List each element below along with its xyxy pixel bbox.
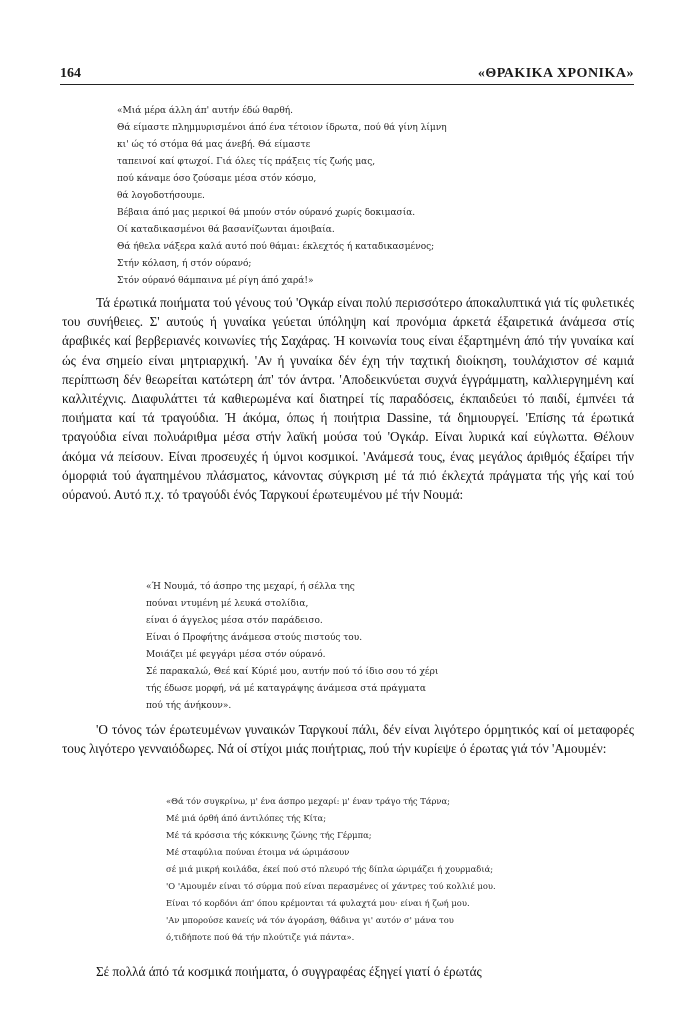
poem-line: ταπεινοί καί φτωχοί. Γιά όλες τίς πράξεις τίς ζωής μας, [117,157,376,167]
page-number: 164 [60,66,81,81]
poem-line: Θά ήθελα νάξερα καλά αυτό πού θάμαι: έκλεχτός ή καταδικασμένος; [117,242,435,252]
poem-line: 'Ο 'Αμουμέν είναι τό σύρμα πού είναι περασμένες οί χάντρες τού κολλιέ μου. [166,881,496,891]
poem-block-1 [117,103,447,290]
poem-line: είναι ό άγγελος μέσα στόν παράδεισο. [146,616,323,626]
poem-line: Βέβαια άπό μας μερικοί θά μπούν στόν ούρανό χωρίς δοκιμασία. [117,208,416,218]
poem-line: Μέ μιά όρθή άπό άντιλόπες τής Κίτα; [166,813,327,823]
poem-line: Στόν ούρανό θάμπαινα μέ ρίγη άπό χαρά!» [117,276,314,286]
poem-line: Σέ παρακαλώ, Θεέ καί Κύριέ μου, αυτήν πού τό ίδιο σου τό χέρι [146,667,439,677]
paragraph-text: Σέ πολλά άπό τά κοσμικά ποιήματα, ό συγγραφέας έξηγεί γιατί ό έρωτάς [96,964,482,979]
running-header [60,66,634,85]
poem-line: πούναι ντυμένη μέ λευκά στολίδια, [146,599,309,609]
paragraph-text: 'Ο τόνος τών έρωτευμένων γυναικών Ταργκουί πάλι, δέν είναι λιγότερο όρμητικός καί οί μεταφορές τους λιγότερο γενναιόδωρες. Νά οί στίχοι μιάς ποιήτριας, πού τήν κυρίεψε ό έρωτας γιά τόν 'Αμουμέν: [62,722,634,757]
poem-block-2 [146,579,438,715]
poem-line: θά λογοδοτήσουμε. [117,191,205,201]
poem-line: κι' ώς τό στόμα θά μας άνεβή. Θά είμαστε [117,140,311,150]
body-paragraph-2 [62,720,634,758]
poem-line: ό,τιδήποτε πού θά τήν πλούτιζε γιά πάντα». [166,932,355,942]
poem-line: πού κάναμε όσο ζούσαμε μέσα στόν κόσμο, [117,174,317,184]
poem-line: Είναι ό Προφήτης άνάμεσα στούς πιστούς του. [146,633,363,643]
poem-line: τής έδωσε μορφή, νά μέ καταγράψης άνάμεσα στά πράγματα [146,684,426,694]
poem-line: πού τής άνήκουν». [146,701,232,711]
poem-line: Μέ τά κρόσσια τής κόκκινης ζώνης τής Γέρμπα; [166,830,372,840]
body-paragraph-3 [62,962,634,981]
poem-line: «Μιά μέρα άλλη άπ' αυτήν έδώ θαρθή. [117,106,293,116]
poem-line: Θά είμαστε πλημμυρισμένοι άπό ένα τέτοιον ίδρωτα, πού θά γίνη λίμνη [117,123,447,133]
poem-line: «Ή Νουμά, τό άσπρο της μεχαρί, ή σέλλα της [146,582,355,592]
poem-line: σέ μιά μικρή κοιλάδα, έκεί πού στό πλευρό τής δίπλα ώριμάζει ή χουρμαδιά; [166,864,494,874]
paragraph-text: Τά έρωτικά ποιήματα τού γένους τού 'Ογκάρ είναι πολύ περισσότερο άποκαλυπτικά γιά τίς φυλετικές του συνήθειες. Σ' αυτούς ή γυναίκα γεύεται ύπόληψη καί προνόμια άρκετά έξαιρετικά άνάμεσα στίς άραβικές καί βερβεριανές κοινωνίες τής Σαχάρας. Ή κοινωνία τους είναι έξαρτημένη άπό τήν γυναίκα καί ώς ένα σημείο είναι μητριαρχική. 'Αν ή γυναίκα δέν έχη τήν ταχτική διοίκηση, τουλάχιστον σέ καμιά περίπτωση δέν θεωρείται κατώτερη άπ' τόν άντρα. 'Αποδεικνύεται συχνά έγγράμματη, καλλιεργημένη καί καλλιτέχνις. Διαφυλάττει τά καθιερωμένα καί διατηρεί τίς παραδόσεις, έκπαιδεύει τό παιδί, έμπνέει τά ποιήματα καί τά τραγούδια. Ή άκόμα, όπως ή ποιήτρια Dassine, τά δημιουργεί. 'Επίσης τά έρωτικά τραγούδια είναι πολυάριθμα μέσα στήν λαϊκή μούσα τού 'Ογκάρ. Είναι λυρικά καί εύγλωττα. Θέλουν άκόμα νά πείσουν. Είναι προσευχές ή ύμνοι κοσμικοί. 'Ανάμεσά τους, ένας μεγάλος άριθμός έξαίρει τήν όμορφιά τού άγαπημένου πλάσματος, κάνοντας σύγκριση μέ τά πιό έκλεχτά πράγματα τής γής καί τού ούρανού. Αυτό π.χ. τό τραγούδι ένός Ταργκουί έρωτευμένου μέ τήν Νουμά: [62,295,634,503]
poem-line: Είναι τό κορδόνι άπ' όπου κρέμονται τά φυλαχτά μου· είναι ή ζωή μου. [166,898,470,908]
poem-line: Οί καταδικασμένοι θά βασανίζωνται άμοιβαία. [117,225,335,235]
body-paragraph-1 [62,293,634,504]
poem-line: Στήν κόλαση, ή στόν ούρανό; [117,259,252,269]
poem-line: 'Αν μπορούσε κανείς νά τόν άγοράση, θάδινα γι' αυτόν σ' μάνα του [166,915,454,925]
poem-line: Μοιάζει μέ φεγγάρι μέσα στόν ούρανό. [146,650,326,660]
poem-line: «Θά τόν συγκρίνω, μ' ένα άσπρο μεχαρί: μ' έναν τράγο τής Τάρνα; [166,796,451,806]
poem-line: Μέ σταφύλια πούναι έτοιμα νά ώριμάσουν [166,847,350,857]
poem-block-3 [166,793,496,946]
journal-title: «ΘΡΑΚΙΚΑ ΧΡΟΝΙΚΑ» [477,66,634,81]
